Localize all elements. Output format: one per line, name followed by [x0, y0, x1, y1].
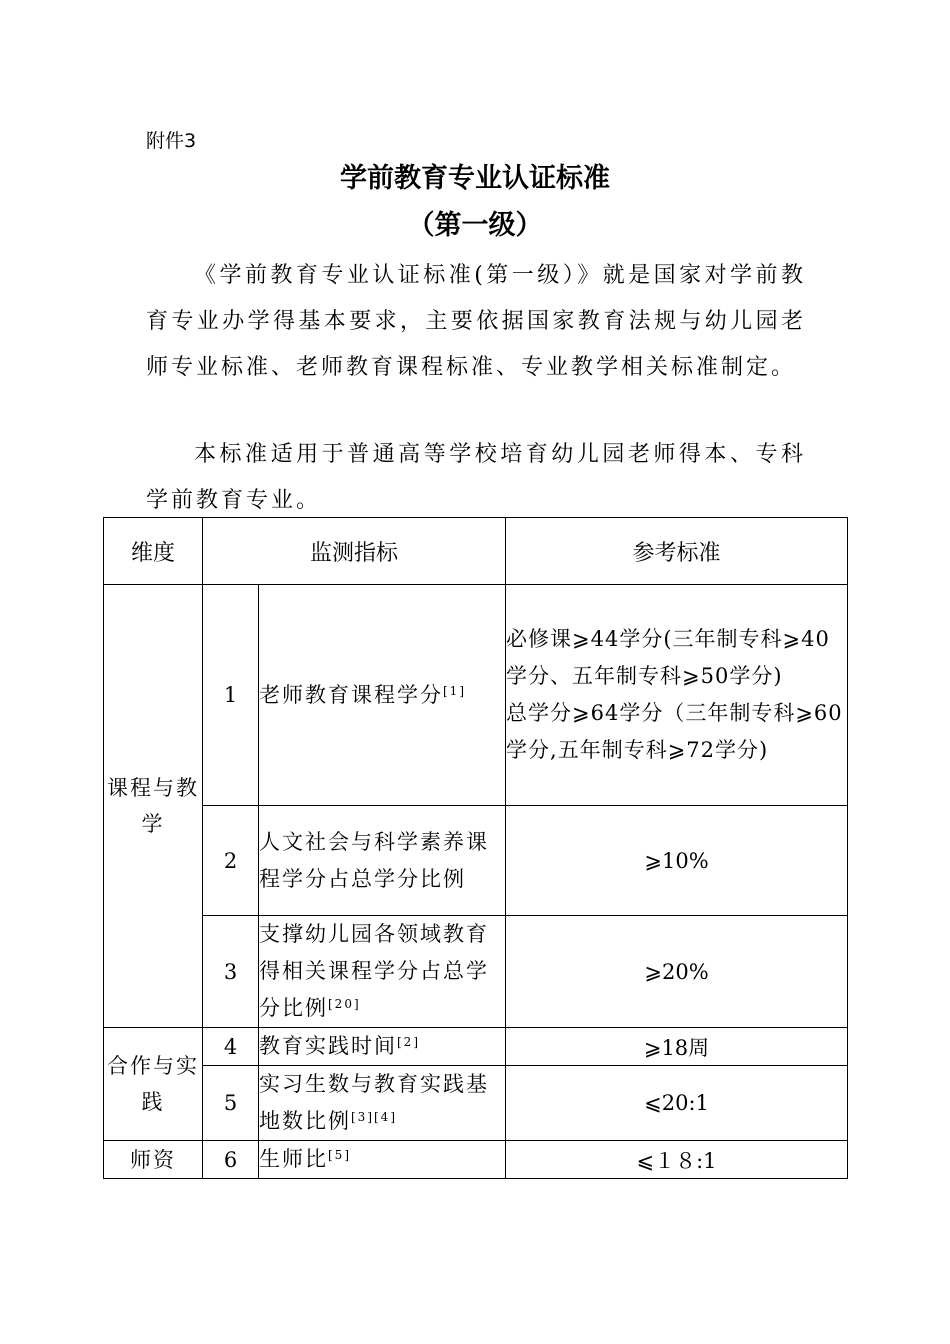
attachment-label: 附件3 — [146, 130, 197, 152]
table-row — [104, 916, 848, 1028]
table-row — [104, 1066, 848, 1141]
table-row — [104, 1141, 848, 1179]
footnote-ref: [20] — [328, 997, 361, 1011]
reference-cell: ⩽１８:1 — [506, 1141, 848, 1179]
reference-cell: ⩾18周 — [506, 1028, 848, 1066]
table-row — [104, 585, 848, 806]
document-subtitle: （第一级） — [407, 210, 543, 241]
reference-line: 总学分⩾64学分（三年制专科⩾60学分,五年制专科⩾72学分) — [506, 701, 843, 762]
indicator-cell — [259, 806, 506, 916]
indicator-cell — [259, 1141, 506, 1179]
document-title: 学前教育专业认证标准 — [340, 163, 610, 194]
header-indicator: 监测指标 — [203, 518, 506, 585]
intro-paragraph: 《学前教育专业认证标准(第一级）》就是国家对学前教育专业办学得基本要求，主要依据国家教育法规与幼儿园老师专业标准、老师教育课程标准、专业教学相关标准制定。 — [146, 263, 806, 380]
row-number: 1 — [203, 585, 259, 806]
indicator-text: 支撑幼儿园各领域教育得相关课程学分占总学分比例 — [259, 922, 489, 1020]
indicator-text: 老师教育课程学分 — [259, 682, 443, 707]
row-number: 4 — [203, 1028, 259, 1066]
dimension-cell: 课程与教学 — [104, 585, 203, 1028]
footnote-ref: [1] — [443, 683, 466, 698]
table-row — [104, 806, 848, 916]
header-dimension: 维度 — [104, 518, 203, 585]
indicator-text: 生师比 — [259, 1147, 328, 1171]
dimension-cell: 师资 — [104, 1141, 203, 1179]
standards-table — [103, 517, 848, 1179]
row-number: 3 — [203, 916, 259, 1028]
row-number: 5 — [203, 1066, 259, 1141]
table-row — [104, 1028, 848, 1066]
row-number: 2 — [203, 806, 259, 916]
indicator-cell — [259, 585, 506, 806]
reference-cell: ⩽20:1 — [506, 1066, 848, 1141]
table-header-row — [104, 518, 848, 585]
indicator-text: 教育实践时间 — [259, 1034, 397, 1058]
reference-cell — [506, 585, 848, 806]
row-number: 6 — [203, 1141, 259, 1179]
header-reference: 参考标准 — [506, 518, 848, 585]
indicator-text: 人文社会与科学素养课程学分占总学分比例 — [259, 829, 489, 891]
indicator-text: 实习生数与教育实践基地数比例 — [259, 1072, 489, 1133]
footnote-ref: [2] — [397, 1035, 420, 1049]
indicator-cell — [259, 1028, 506, 1066]
scope-paragraph: 本标准适用于普通高等学校培育幼儿园老师得本、专科学前教育专业。 — [146, 442, 806, 513]
dimension-cell: 合作与实践 — [104, 1028, 203, 1141]
footnote-ref: [5] — [328, 1148, 351, 1162]
indicator-cell — [259, 1066, 506, 1141]
indicator-cell — [259, 916, 506, 1028]
reference-cell: ⩾20% — [506, 916, 848, 1028]
footnote-ref: [3][4] — [351, 1110, 397, 1124]
reference-cell: ⩾10% — [506, 806, 848, 916]
reference-line: 必修课⩾44学分(三年制专科⩾40学分、五年制专科⩾50学分) — [506, 627, 830, 688]
